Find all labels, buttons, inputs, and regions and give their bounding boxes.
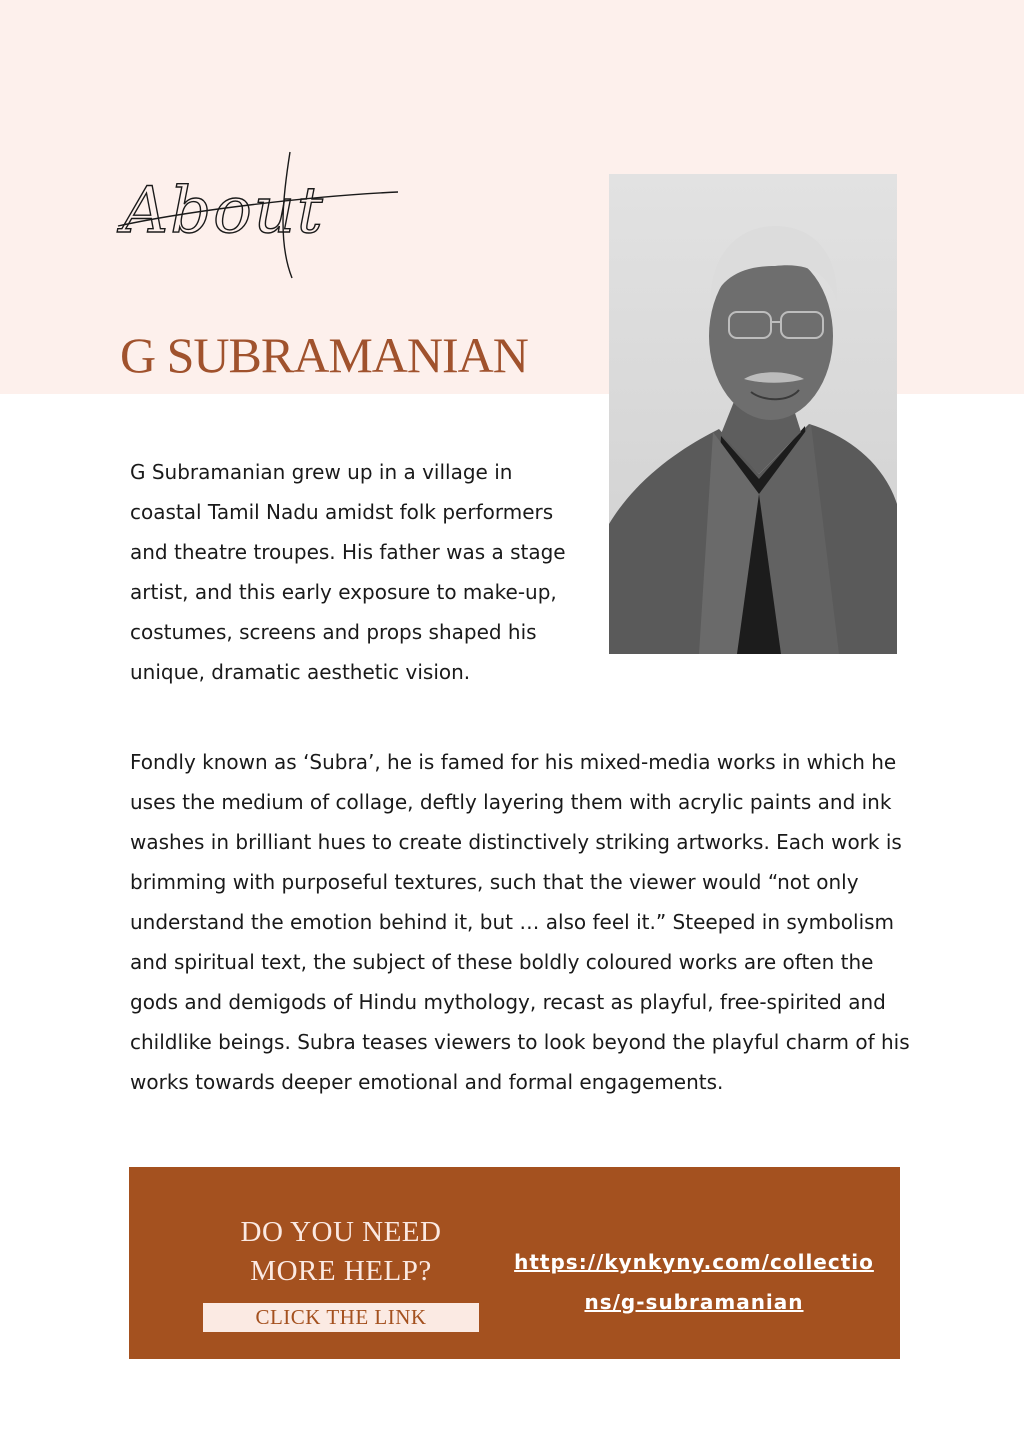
help-heading-line-2: MORE HELP?: [250, 1255, 432, 1287]
bio-paragraph: Fondly known as ‘Subra’, he is famed for his mixed-media works in which he uses the medium of collage, deftly layering them with acrylic paints and ink washes in brilliant hues to create distinctively striking artworks. Each work is brimming with purposeful textures, such that the viewer would “not only understand the emotion behind it, but … also feel it.” Steeped in symbolism and spiritual text, the subject of these boldly coloured works are often the gods and demigods of Hindu mythology, recast as playful, free-spirited and childlike beings. Subra teases viewers to look beyond the playful charm of his works towards deeper emotional and formal engagements.: [130, 750, 910, 1094]
intro-paragraph: G Subramanian grew up in a village in coastal Tamil Nadu amidst folk performers and theatre troupes. His father was a stage artist, and this early exposure to make-up, costumes, screens and props shaped his unique, dramatic aesthetic vision.: [130, 460, 566, 684]
artist-name-heading: G SUBRAMANIAN: [120, 327, 528, 383]
portrait-image: [609, 174, 897, 654]
help-heading-line-1: DO YOU NEED: [240, 1216, 442, 1248]
collection-link[interactable]: https://kynkyny.com/collections/g-subramanian: [514, 1250, 874, 1314]
svg-text:About: About: [122, 174, 325, 248]
help-heading: [129, 1213, 553, 1291]
about-script-word: [112, 140, 412, 290]
click-the-link-button[interactable]: CLICK THE LINK: [203, 1303, 479, 1332]
help-panel: [129, 1167, 900, 1359]
artist-portrait: [609, 174, 897, 654]
script-title: [112, 140, 412, 290]
